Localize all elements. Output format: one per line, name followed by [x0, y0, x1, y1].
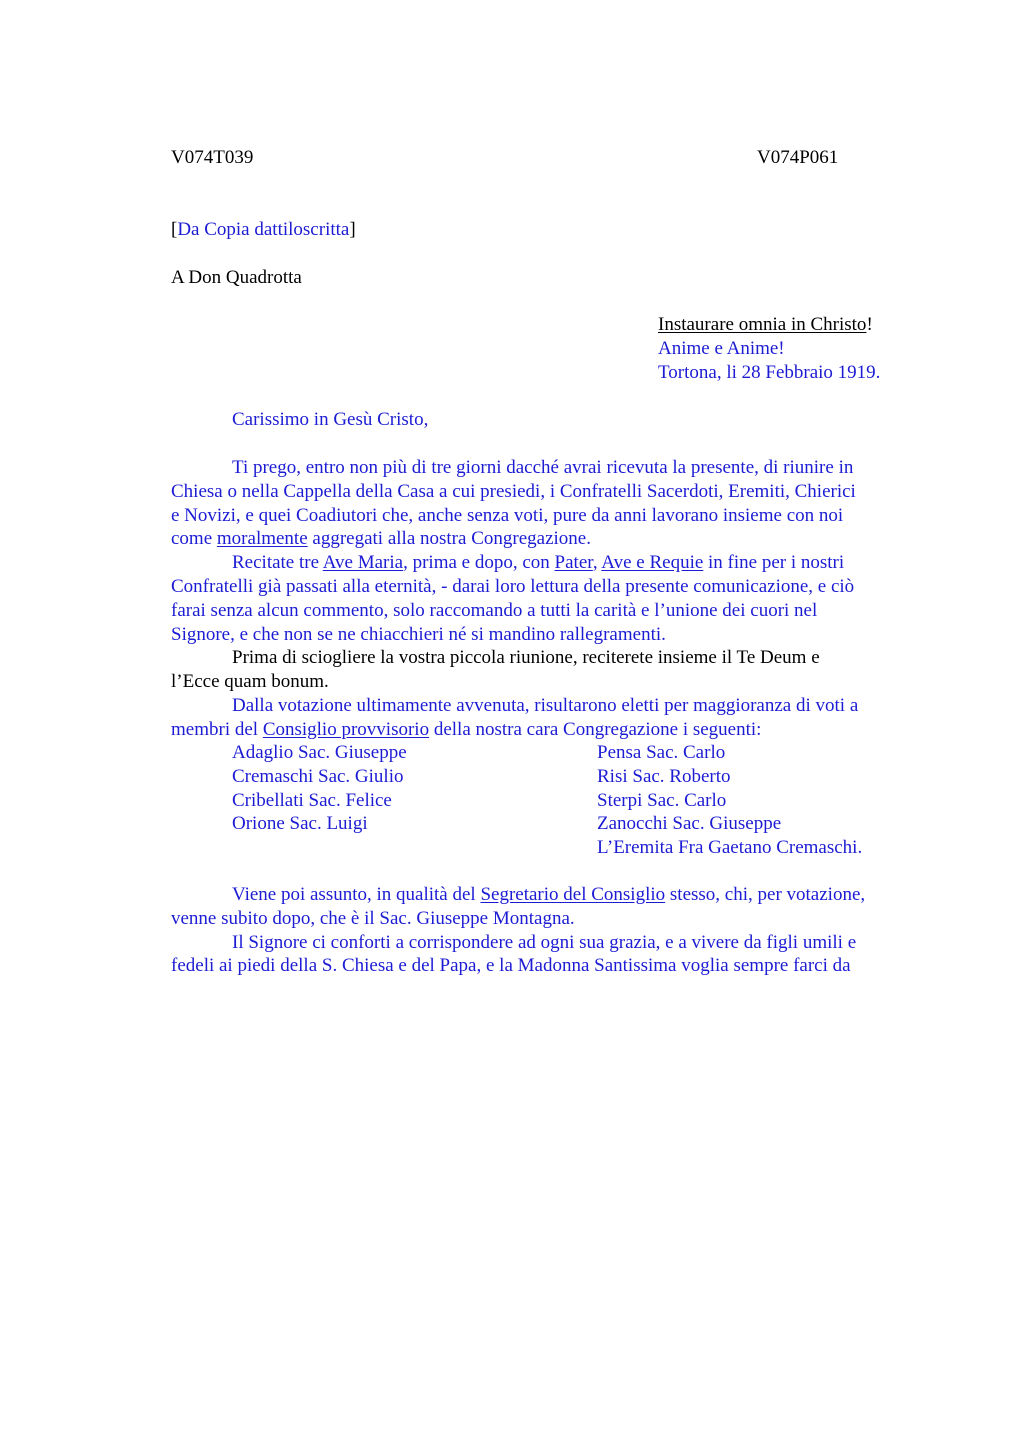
p2-line-1: [171, 551, 931, 575]
p2-line-1-d: in fine per i nostri: [703, 552, 845, 574]
members-right-column: [597, 741, 862, 860]
p3-line-2: l’Ecce quam bonum.: [171, 671, 329, 693]
p3-line-1: Prima di sciogliere la vostra piccola riunione, reciterete insieme il Te Deum e: [232, 647, 820, 669]
salutation: Carissimo in Gesù Cristo,: [232, 409, 429, 430]
p2-underlined-ave-requie: Ave e Requie: [601, 552, 704, 574]
p5-line-1-b: stesso, chi, per votazione,: [665, 884, 866, 905]
motto-line-2: Anime e Anime!: [658, 338, 785, 359]
p2-line-3: farai senza alcun commento, solo raccomando a tutti la carità e l’unione dei cuori nel: [171, 599, 818, 621]
member-name: Orione Sac. Luigi: [232, 813, 368, 835]
p5-underlined-segretario: Segretario del Consiglio: [480, 884, 666, 905]
document-code-right: V074P061: [757, 147, 839, 168]
p1-line-3: e Novizi, e quei Coadiutori che, anche senza voti, pure da anni lavorano insieme con noi: [171, 504, 844, 526]
p2-line-1-b: , prima e dopo, con: [403, 552, 555, 574]
place-date: Tortona, li 28 Febbraio 1919.: [658, 362, 881, 383]
letter-body-continued: [171, 883, 931, 978]
p2-line-4: Signore, e che non se ne chiacchieri né si mandino rallegramenti.: [171, 623, 666, 645]
p6-line-1: Il Signore ci conforti a corrispondere ad ogni sua grazia, e a vivere da figli umili e: [232, 931, 857, 953]
addressee: A Don Quadrotta: [171, 267, 302, 288]
member-name: Pensa Sac. Carlo: [597, 742, 726, 763]
p2-line-1-c: ,: [592, 552, 602, 574]
p4-underlined-consiglio: Consiglio provvisorio: [262, 718, 430, 740]
p1-line-4-end: aggregati alla nostra Congregazione.: [307, 528, 591, 550]
p1-line-4: [171, 527, 931, 551]
p6-line-2: fedeli ai piedi della S. Chiesa e del Papa, e la Madonna Santissima voglia sempre farci da: [171, 955, 851, 977]
p2-line-1-a: Recitate tre: [232, 552, 323, 574]
source-note-open-bracket: [: [171, 219, 178, 240]
motto-underlined: Instaurare omnia in Christo: [658, 314, 867, 335]
p2-underlined-pater: Pater: [554, 552, 593, 574]
p1-line-2: Chiesa o nella Cappella della Casa a cui presiedi, i Confratelli Sacerdoti, Eremiti, Chierici: [171, 480, 856, 502]
p1-underlined-moralmente: moralmente: [216, 528, 308, 550]
p2-underlined-ave-maria: Ave Maria: [322, 552, 404, 574]
motto-suffix: !: [866, 314, 873, 335]
source-note-text: Da Copia dattiloscritta: [177, 219, 350, 240]
member-name: Zanocchi Sac. Giuseppe: [597, 813, 782, 835]
p1-line-1: Ti prego, entro non più di tre giorni dacché avrai ricevuta la presente, di riunire in: [232, 457, 854, 478]
source-note-close-bracket: ]: [349, 219, 356, 240]
p4-line-2-b: della nostra cara Congregazione i seguenti:: [429, 718, 762, 740]
p5-line-1: [171, 883, 931, 907]
p1-line-4-start: come: [171, 528, 217, 550]
member-name: Adaglio Sac. Giuseppe: [232, 742, 407, 763]
source-note: [171, 218, 356, 242]
members-left-column: [232, 741, 407, 836]
member-name: L’Eremita Fra Gaetano Cremaschi.: [597, 837, 863, 859]
p5-line-1-a: Viene poi assunto, in qualità del: [232, 884, 481, 905]
p4-line-2: [171, 718, 931, 742]
motto-line-1: [658, 313, 873, 337]
member-name: Sterpi Sac. Carlo: [597, 789, 727, 811]
p4-line-1: Dalla votazione ultimamente avvenuta, risultarono eletti per maggioranza di voti a: [232, 694, 859, 716]
member-name: Cremaschi Sac. Giulio: [232, 765, 404, 787]
document-code-left: V074T039: [171, 147, 254, 168]
letter-body: [171, 456, 931, 742]
p2-line-2: Confratelli già passati alla eternità, - darai loro lettura della presente comunicazione, e ciò: [171, 575, 855, 597]
p5-line-2: venne subito dopo, che è il Sac. Giuseppe Montagna.: [171, 907, 575, 929]
member-name: Cribellati Sac. Felice: [232, 789, 392, 811]
p4-line-2-a: membri del: [171, 718, 263, 740]
member-name: Risi Sac. Roberto: [597, 765, 731, 787]
